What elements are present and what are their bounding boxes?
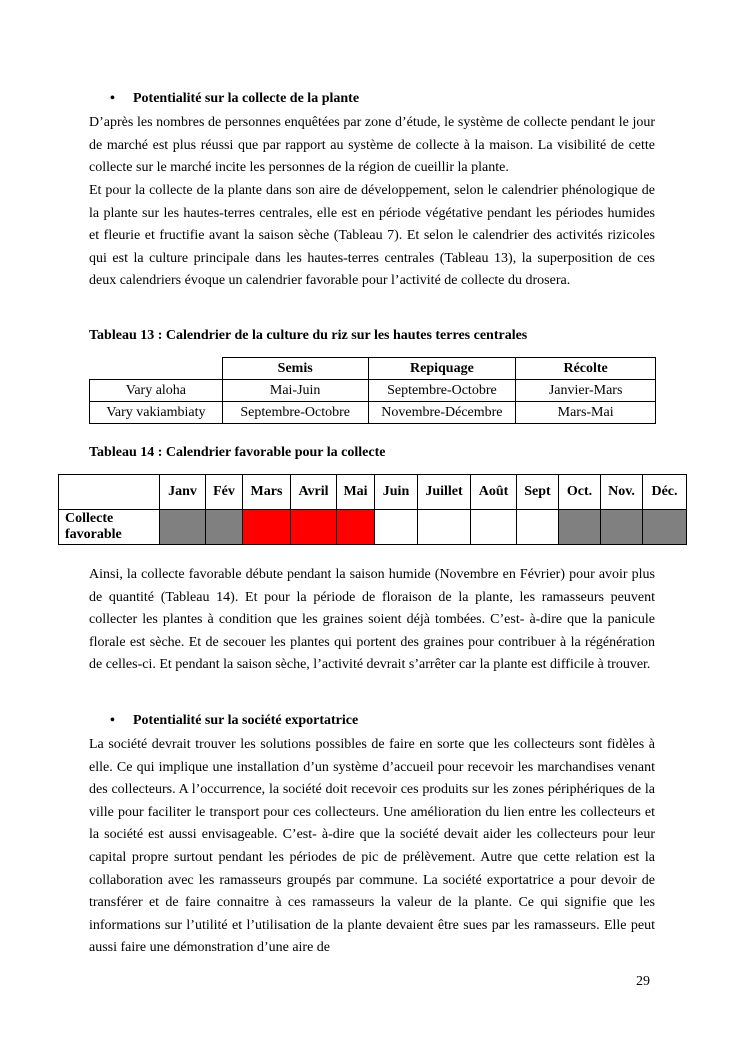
month-header: Fév: [206, 475, 243, 510]
month-header: Juillet: [418, 475, 471, 510]
month-header: Déc.: [643, 475, 687, 510]
month-header: Août: [471, 475, 517, 510]
month-cell: [559, 510, 601, 545]
month-cell: [206, 510, 243, 545]
month-header: Janv: [160, 475, 206, 510]
table-row: [90, 402, 656, 424]
table13-header-cell: Repiquage: [368, 358, 516, 380]
month-cell: [418, 510, 471, 545]
month-cell: [471, 510, 517, 545]
table13-row-label: Vary vakiambiaty: [90, 402, 223, 424]
label-line: favorable: [65, 527, 122, 542]
heading-text: Potentialité sur la société exportatrice: [133, 713, 359, 728]
collecte-favorable-label: [59, 510, 160, 545]
month-header: Juin: [375, 475, 418, 510]
table13-cell: Septembre-Octobre: [222, 402, 368, 424]
month-cell: [601, 510, 643, 545]
month-cell: [517, 510, 559, 545]
table13-header-cell: Semis: [222, 358, 368, 380]
table13-cell: Septembre-Octobre: [368, 380, 516, 402]
table13-cell: Novembre-Décembre: [368, 402, 516, 424]
table13-cell: Janvier-Mars: [516, 380, 656, 402]
month-cell: [337, 510, 375, 545]
table13-corner-cell: [90, 358, 223, 380]
month-cell: [375, 510, 418, 545]
paragraph-societe: La société devrait trouver les solutions possibles de faire en sorte que les collecteurs sont fidèles à elle. Ce qui implique une installation d’un système d’accueil pour recevoir les marchandises venant des collecteurs. A l’occurrence, la société doit recevoir ces produits sur les zones périphériques de la ville pour faciliter le transport pour ces collecteurs. Une amélioration du lien entre les collecteurs et la société est aussi envisageable. C’est- à-dire que la société devait aider les collecteurs pour leur capital propre surtout pendant les périodes de pic de prélèvement. Autre que cette relation est la collaboration avec les ramasseurs groupés par commune. La société exportatrice a pour devoir de transférer et de faire connaitre à ces ramasseurs la valeur de la plante. Ce qui signifie que les informations sur l’utilité et l’utilisation de la plante devaient être sues par les ramasseurs. Elle peut aussi faire une démonstration d’une aire de: [89, 737, 655, 956]
table14-corner-cell: [59, 475, 160, 510]
table14-header-row: [59, 475, 687, 510]
month-header: Sept: [517, 475, 559, 510]
table14-caption: Tableau 14 : Calendrier favorable pour la collecte: [89, 445, 386, 460]
table13-header-row: [90, 358, 656, 380]
table13-cell: Mars-Mai: [516, 402, 656, 424]
table13-caption: Tableau 13 : Calendrier de la culture du riz sur les hautes terres centrales: [89, 328, 528, 343]
paragraph-collecte-marche: D’après les nombres de personnes enquêtées par zone d’étude, le système de collecte pendant le jour de marché est plus réussi que par rapport au système de collecte à la maison. La visibilité de cette collecte sur le marché incite les personnes de la région de cueillir la plante.: [89, 115, 655, 176]
section-heading-societe: [112, 711, 358, 731]
month-header: Mai: [337, 475, 375, 510]
table-row: [59, 510, 687, 545]
month-header: Avril: [291, 475, 337, 510]
table13-header-cell: Récolte: [516, 358, 656, 380]
page-number: 29: [636, 974, 650, 989]
month-header: Mars: [243, 475, 291, 510]
month-cell: [243, 510, 291, 545]
label-line: Collecte: [65, 511, 114, 526]
month-header: Oct.: [559, 475, 601, 510]
paragraph-calendrier: Et pour la collecte de la plante dans son aire de développement, selon le calendrier phénologique de la plante sur les hautes-terres centrales, elle est en période végétative pendant les périodes humides et fleurie et fructifie avant la saison sèche (Tableau 7). Et selon le calendrier des activités rizicoles qui est la culture principale dans les hautes-terres centrales (Tableau 13), la superposition de ces deux calendriers évoque un calendrier favorable pour l’activité de collecte du drosera.: [89, 183, 655, 289]
bullet-icon: •: [110, 713, 115, 728]
table13-cell: Mai-Juin: [222, 380, 368, 402]
heading-text: Potentialité sur la collecte de la plante: [133, 91, 360, 106]
bullet-icon: •: [110, 91, 115, 106]
table13-row-label: Vary aloha: [90, 380, 223, 402]
section-heading-collecte: [112, 89, 359, 109]
month-cell: [291, 510, 337, 545]
month-cell: [643, 510, 687, 545]
table14: [58, 474, 687, 545]
table-row: [90, 380, 656, 402]
month-header: Nov.: [601, 475, 643, 510]
paragraph-collecte-favorable: Ainsi, la collecte favorable débute pendant la saison humide (Novembre en Février) pour avoir plus de quantité (Tableau 14). Et pour la période de floraison de la plante, les ramasseurs peuvent collecter les plantes à condition que les graines soient déjà tombées. C’est- à-dire que la panicule florale est sèche. Et de secouer les plantes qui portent des graines pour contribuer à la régénération de celles-ci. Et pendant la saison sèche, l’activité devrait s’arrêter car la plante est difficile à trouver.: [89, 567, 655, 673]
month-cell: [160, 510, 206, 545]
table13: [89, 357, 656, 424]
